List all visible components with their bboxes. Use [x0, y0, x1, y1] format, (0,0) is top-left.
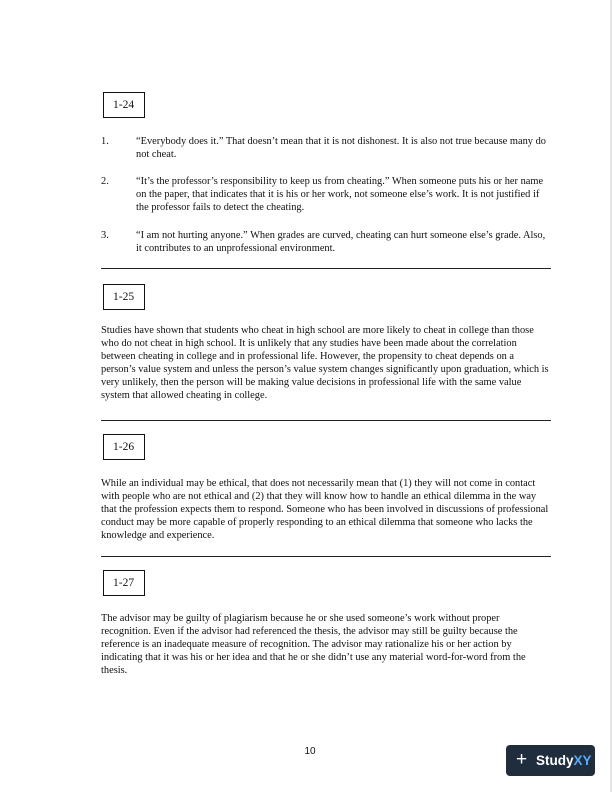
section-divider: [101, 556, 551, 557]
section-divider: [101, 268, 551, 269]
answer-paragraph-1-25: Studies have shown that students who cheat in high school are more likely to cheat in college than those who do not cheat in high school. It is unlikely that any studies have been made about the correlation between cheating in college and in professional life. However, the propensity to cheat depends on a person’s value system and unless the person’s value system changes significantly upon graduation, which is very unlikely, then the person will be making value decisions in professional life with the same value system that allowed cheating in college.: [101, 325, 549, 401]
answer-paragraph-1-26: While an individual may be ethical, that does not necessarily mean that (1) they will not come in contact with people who are not ethical and (2) that they will know how to handle an ethical dilemma in the way that the profession expects them to respond. Someone who has been involved in discussions of professional conduct may be more capable of properly responding to an ethical dilemma that someone who lacks the knowledge and experience.: [101, 478, 549, 541]
list-item-text: “It’s the professor’s responsibility to keep us from cheating.” When someone puts his or her name on the paper, that indicates that it is his or her work, not someone else’s work. It is not justified if the professor fails to detect the cheating.: [136, 176, 544, 213]
problem-label-1-27: 1-27: [103, 570, 145, 596]
problem-label-1-26: 1-26: [103, 434, 145, 460]
answer-paragraph-1-27: The advisor may be guilty of plagiarism because he or she used someone’s work without proper recognition. Even if the advisor had referenced the thesis, the advisor may still be guilty because the reference is an inadequate measure of recognition. The advisor may rationalize his or her action by indicating that it was his or her idea and that he or she didn’t use any material word-for-word from the thesis.: [101, 613, 526, 676]
brand-accent-text: XY: [573, 753, 592, 768]
problem-label-1-25: 1-25: [103, 284, 145, 310]
list-item-text: “Everybody does it.” That doesn’t mean that it is not dishonest. It is also not true because many do not cheat.: [136, 136, 546, 160]
brand-main-text: Study: [536, 753, 574, 768]
brand-logo-text: [536, 752, 592, 769]
list-item-number: 1.: [101, 136, 109, 147]
plus-icon: +: [516, 749, 528, 770]
list-item-number: 2.: [101, 176, 109, 187]
page-number: 10: [304, 746, 316, 757]
section-divider: [101, 420, 551, 421]
list-item-text: “I am not hurting anyone.” When grades are curved, cheating can hurt someone else’s grade. Also, it contributes to an unprofessional environment.: [136, 230, 546, 254]
list-item-number: 3.: [101, 230, 109, 241]
studyxy-badge[interactable]: [506, 745, 595, 776]
problem-label-1-24: 1-24: [103, 92, 145, 118]
